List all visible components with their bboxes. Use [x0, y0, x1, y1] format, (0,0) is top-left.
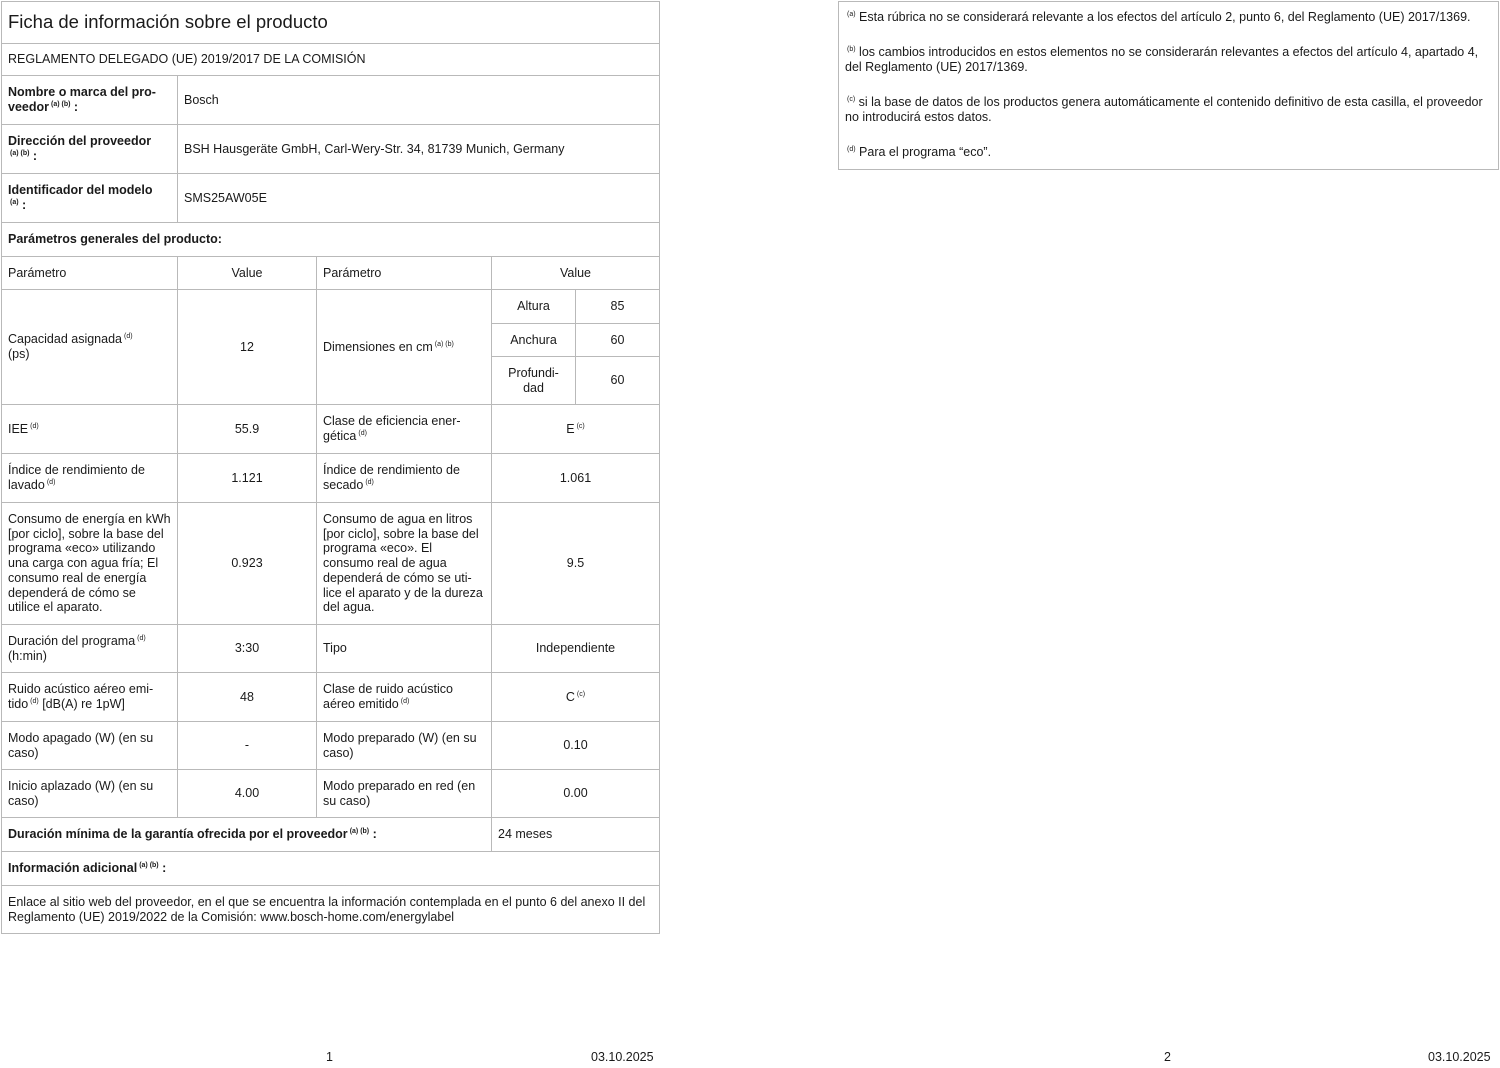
page-date: 03.10.2025: [591, 1050, 654, 1064]
standby-value: 0.10: [492, 722, 660, 770]
general-params-heading: Parámetros generales del producto:: [2, 223, 660, 257]
water-consumption-label: Consumo de agua en litros [por ciclo], sobre la base del programa «eco». El consumo real de agua dependerá de cómo se uti- lice el aparato y de la dureza del agua.: [317, 503, 492, 625]
dry-index-value: 1.061: [492, 454, 660, 503]
depth-label: Profundi- dad: [492, 357, 576, 405]
supplier-website-link-text: Enlace al sitio web del proveedor, en el que se encuentra la información contemplada en el punto 6 del anexo II del Reglamento (UE) 2019/2022 de la Comisión: www.bosch-home.com/energylabel: [2, 886, 660, 934]
dimensions-label: Dimensiones en cm $^{(a) (b)}$: [317, 290, 492, 405]
page-number: 1: [326, 1050, 333, 1064]
type-value: Independiente: [492, 625, 660, 673]
capacity-label: Capacidad asignada $^{(d)}$ (ps): [2, 290, 178, 405]
supplier-address-label: Dirección del proveedor $^{(a) (b)}$ :: [2, 125, 178, 174]
column-header-value: Value: [178, 257, 317, 290]
column-header-parameter: Parámetro: [317, 257, 492, 290]
column-header-parameter: Parámetro: [2, 257, 178, 290]
energy-consumption-value: 0.923: [178, 503, 317, 625]
height-label: Altura: [492, 290, 576, 324]
noise-label: Ruido acústico aéreo emi- tido $^{(d)}$ [dB(A) re 1pW]: [2, 673, 178, 722]
footnote: $^{(d)}$ Para el programa “eco”.: [847, 145, 992, 159]
column-header-value: Value: [492, 257, 660, 290]
product-info-sheet-page-1: [1, 1, 659, 934]
regulation-title: REGLAMENTO DELEGADO (UE) 2019/2017 DE LA COMISIÓN: [2, 44, 660, 76]
dry-index-label: Índice de rendimiento de secado $^{(d)}$: [317, 454, 492, 503]
page-number: 2: [1164, 1050, 1171, 1064]
supplier-name-value: Bosch: [178, 76, 660, 125]
supplier-address-value: BSH Hausgeräte GmbH, Carl-Wery-Str. 34, 81739 Munich, Germany: [178, 125, 660, 174]
energy-consumption-label: Consumo de energía en kWh [por ciclo], sobre la base del programa «eco» utilizando una carga con agua fría; El consumo real de energía dependerá de cómo se utilice el aparato.: [2, 503, 178, 625]
footnote: $^{(b)}$ los cambios introducidos en estos elementos no se considerarán relevantes a efectos del artículo 4, apartado 4, del Reglamento (UE) 2017/1369.: [845, 45, 1479, 74]
network-standby-value: 0.00: [492, 770, 660, 818]
height-value: 85: [576, 290, 660, 324]
water-consumption-value: 9.5: [492, 503, 660, 625]
network-standby-label: Modo preparado en red (en su caso): [317, 770, 492, 818]
footnote: $^{(a)}$ Esta rúbrica no se considerará relevante a los efectos del artículo 2, punto 6, del Reglamento (UE) 2017/1369.: [847, 10, 1471, 24]
program-duration-value: 3:30: [178, 625, 317, 673]
product-info-table: [1, 1, 660, 934]
wash-index-label: Índice de rendimiento de lavado $^{(d)}$: [2, 454, 178, 503]
off-mode-value: -: [178, 722, 317, 770]
off-mode-label: Modo apagado (W) (en su caso): [2, 722, 178, 770]
model-id-label: Identificador del modelo $^{(a)}$ :: [2, 174, 178, 223]
noise-value: 48: [178, 673, 317, 722]
standby-label: Modo preparado (W) (en su caso): [317, 722, 492, 770]
warranty-value: 24 meses: [492, 818, 660, 852]
eei-value: 55.9: [178, 405, 317, 454]
footnote: $^{(c)}$ si la base de datos de los productos genera automáticamente el contenido definitivo de esta casilla, el proveedor no introducirá estos datos.: [845, 95, 1483, 124]
page-date: 03.10.2025: [1428, 1050, 1491, 1064]
eei-label: IEE $^{(d)}$: [2, 405, 178, 454]
depth-value: 60: [576, 357, 660, 405]
wash-index-value: 1.121: [178, 454, 317, 503]
width-label: Anchura: [492, 324, 576, 357]
type-label: Tipo: [317, 625, 492, 673]
noise-class-label: Clase de ruido acústico aéreo emitido $^{(d)}$: [317, 673, 492, 722]
delay-start-value: 4.00: [178, 770, 317, 818]
width-value: 60: [576, 324, 660, 357]
warranty-label: Duración mínima de la garantía ofrecida por el proveedor $^{(a) (b)}$ :: [2, 818, 492, 852]
additional-info-label: Información adicional $^{(a) (b)}$ :: [2, 852, 660, 886]
program-duration-label: Duración del programa $^{(d)}$ (h:min): [2, 625, 178, 673]
model-id-value: SMS25AW05E: [178, 174, 660, 223]
footnotes-box: [838, 1, 1499, 170]
page-title: Ficha de información sobre el producto: [2, 2, 660, 44]
energy-class-label: Clase de eficiencia ener- gética $^{(d)}$: [317, 405, 492, 454]
energy-class-value: E $^{(c)}$: [492, 405, 660, 454]
capacity-value: 12: [178, 290, 317, 405]
supplier-name-label: Nombre o marca del pro- veedor $^{(a) (b)}$ :: [2, 76, 178, 125]
delay-start-label: Inicio aplazado (W) (en su caso): [2, 770, 178, 818]
noise-class-value: C $^{(c)}$: [492, 673, 660, 722]
